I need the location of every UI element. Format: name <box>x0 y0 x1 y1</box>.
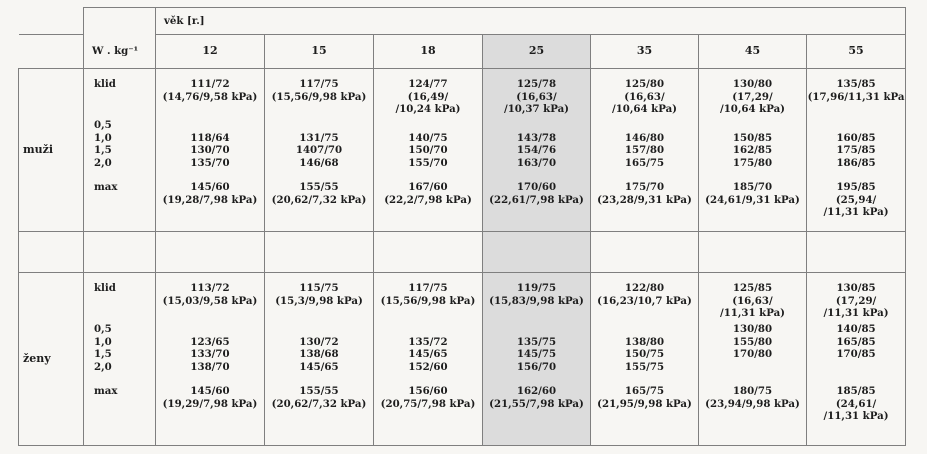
rest-value: 125/78 <box>516 78 557 90</box>
header-row-ages <box>19 35 906 69</box>
rest-value: 130/85 <box>836 282 876 294</box>
step-value: 130/72 <box>299 335 339 348</box>
step-values <box>807 323 905 373</box>
rest-value: (14,76/9,58 kPa) <box>162 90 258 103</box>
age-value: 12 <box>202 44 218 58</box>
max-value: 185/70 <box>732 181 773 193</box>
step-value: 165/75 <box>624 156 665 169</box>
age-column-header <box>265 35 374 69</box>
max-value: 162/60 <box>516 385 557 397</box>
step-value: 186/85 <box>836 156 876 169</box>
rest-values <box>483 282 590 307</box>
step-value: 130/80 <box>732 323 773 335</box>
spacer-cell <box>483 232 591 273</box>
rest-value: /10,64 kPa) <box>719 103 786 115</box>
rest-value: /11,31 kPa) <box>719 307 786 319</box>
step-value: 175/80 <box>732 156 773 169</box>
load-level-label: 0,5 <box>94 323 112 335</box>
value-cell <box>156 273 265 446</box>
value-cell <box>374 69 483 232</box>
rest-values <box>156 282 264 307</box>
max-value: 170/60 <box>516 181 557 193</box>
rest-values <box>374 282 482 307</box>
step-values <box>807 119 905 169</box>
max-values <box>374 385 482 410</box>
max-value: 185/85 <box>836 385 876 397</box>
max-value: (23,28/9,31 kPa) <box>597 193 692 206</box>
max-value: 175/70 <box>624 181 665 193</box>
step-value: 150/75 <box>624 348 665 360</box>
rest-value: 125/80 <box>624 78 665 90</box>
step-values <box>156 119 264 169</box>
rest-values <box>265 78 373 103</box>
max-value: (22,61/7,98 kPa) <box>489 193 584 206</box>
header-row-age <box>19 8 906 35</box>
value-cell <box>265 273 374 446</box>
step-value: 160/85 <box>836 131 876 144</box>
rest-value: (16,63/ <box>732 294 773 307</box>
max-value: 155/55 <box>299 385 339 397</box>
step-value <box>807 119 905 132</box>
rest-values <box>591 282 698 307</box>
load-level-label: 1,5 <box>94 144 112 156</box>
step-value: 145/65 <box>299 360 339 373</box>
step-values <box>156 323 264 373</box>
spacer-cell <box>84 232 156 273</box>
corner-cell-3 <box>19 35 84 69</box>
step-value: 145/75 <box>516 348 557 360</box>
rest-value: /10,37 kPa) <box>503 103 570 115</box>
spacer-cell <box>807 232 906 273</box>
age-header-label: věk [r.] <box>164 14 205 27</box>
max-value: (20,62/7,32 kPa) <box>271 397 367 410</box>
group-name: muži <box>23 142 54 156</box>
value-cell <box>807 273 906 446</box>
step-value: 165/85 <box>836 335 876 348</box>
step-value: 138/80 <box>624 335 665 348</box>
rest-value: 124/77 <box>408 78 448 90</box>
step-values <box>265 119 373 169</box>
rest-values <box>591 78 698 116</box>
rest-value: (15,3/9,98 kPa) <box>275 294 363 307</box>
step-value <box>483 119 590 132</box>
max-value: 195/85 <box>836 181 876 193</box>
max-value: (25,94/ <box>835 193 877 206</box>
step-value: 154/76 <box>516 144 557 156</box>
spacer-cell <box>19 232 84 273</box>
value-cell <box>807 69 906 232</box>
value-cell <box>483 273 591 446</box>
step-values <box>374 323 482 373</box>
step-value: 143/78 <box>516 131 557 144</box>
rest-value: /10,64 kPa) <box>611 103 678 115</box>
rest-values <box>807 282 905 320</box>
max-value: 155/55 <box>299 181 339 193</box>
age-value: 25 <box>528 44 545 58</box>
max-values <box>807 385 905 423</box>
rest-value: (15,56/9,98 kPa) <box>271 90 367 103</box>
age-column-header <box>591 35 699 69</box>
step-value: 157/80 <box>624 144 665 156</box>
rest-value: /11,31 kPa) <box>823 307 889 319</box>
max-values <box>699 385 806 410</box>
step-value <box>591 119 698 132</box>
load-level-label: 2,0 <box>94 156 112 169</box>
step-values <box>591 119 698 169</box>
step-value: 138/68 <box>299 348 339 360</box>
step-value: 140/75 <box>408 131 448 144</box>
spacer-cell <box>591 232 699 273</box>
step-value <box>156 323 264 336</box>
max-values <box>699 181 806 206</box>
max-value: (23,94/9,98 kPa) <box>705 397 800 410</box>
rest-value: 119/75 <box>516 282 557 294</box>
max-value: (19,29/7,98 kPa) <box>162 397 258 410</box>
max-value: /11,31 kPa) <box>823 206 889 218</box>
rest-values <box>483 78 590 116</box>
age-column-header <box>156 35 265 69</box>
rest-value: (17,29/ <box>835 294 877 307</box>
step-values <box>265 323 373 373</box>
age-value: 35 <box>636 44 653 58</box>
rest-value: (16,23/10,7 kPa) <box>597 294 692 307</box>
max-value: 145/60 <box>190 385 230 397</box>
rest-value: 130/80 <box>732 78 773 90</box>
step-value <box>265 323 373 336</box>
max-values <box>374 181 482 206</box>
step-value: 135/70 <box>190 156 230 169</box>
group-name: ženy <box>23 351 51 365</box>
max-value: (24,61/ <box>835 397 877 410</box>
rest-value: 111/72 <box>190 78 230 90</box>
max-values <box>591 181 698 206</box>
step-value: 170/85 <box>836 348 876 360</box>
max-value: 165/75 <box>624 385 665 397</box>
load-max-label: max <box>94 181 118 193</box>
age-value: 18 <box>420 44 436 58</box>
load-level-label: 1,0 <box>94 335 112 348</box>
rest-value: /10,24 kPa) <box>395 103 461 115</box>
step-value <box>265 119 373 132</box>
max-value: (20,62/7,32 kPa) <box>271 193 367 206</box>
max-values <box>483 181 590 206</box>
step-value: 155/75 <box>624 360 665 373</box>
max-values <box>807 181 905 219</box>
rest-value: 122/80 <box>624 282 665 294</box>
step-value: 162/85 <box>732 144 773 156</box>
max-value: 180/75 <box>732 385 773 397</box>
max-value: 167/60 <box>408 181 448 193</box>
step-value <box>591 323 698 336</box>
max-value: (21,95/9,98 kPa) <box>597 397 692 410</box>
step-value: 163/70 <box>516 156 557 169</box>
spacer-cell <box>156 232 265 273</box>
max-values <box>156 385 264 410</box>
step-value: 150/85 <box>732 131 773 144</box>
step-value: 156/70 <box>516 360 557 373</box>
step-value: 175/85 <box>836 144 876 156</box>
step-value <box>699 119 806 132</box>
step-values <box>699 119 806 169</box>
step-value: 155/80 <box>732 335 773 348</box>
step-value: 155/70 <box>408 156 448 169</box>
rest-values <box>374 78 482 116</box>
rest-value: 115/75 <box>299 282 339 294</box>
rest-value: (17,29/ <box>732 90 773 103</box>
group-label <box>19 273 84 446</box>
load-column <box>84 69 156 232</box>
load-column <box>84 273 156 446</box>
rest-value: (16,63/ <box>516 90 557 103</box>
max-value: (22,2/7,98 kPa) <box>384 193 472 206</box>
blood-pressure-table <box>18 7 906 446</box>
max-value: /11,31 kPa) <box>823 410 889 422</box>
rest-value: (15,83/9,98 kPa) <box>489 294 584 307</box>
weight-header <box>84 35 156 69</box>
step-value: 145/65 <box>408 348 448 360</box>
rest-value: 135/85 <box>836 78 876 90</box>
corner-cell-2 <box>84 8 156 35</box>
max-values <box>591 385 698 410</box>
load-rest-label: klid <box>94 282 116 294</box>
load-level-label: 1,0 <box>94 131 112 144</box>
corner-cell <box>19 8 84 35</box>
step-value: 133/70 <box>190 348 230 360</box>
step-values <box>483 119 590 169</box>
step-value <box>807 361 905 374</box>
step-value <box>374 119 482 132</box>
weight-header-label: W . kg⁻¹ <box>92 45 139 57</box>
age-value: 15 <box>311 44 327 58</box>
rest-values <box>156 78 264 103</box>
step-value: 118/64 <box>190 131 230 144</box>
value-cell <box>591 69 699 232</box>
rest-value: 113/72 <box>190 282 230 294</box>
load-level-label: 2,0 <box>94 360 112 373</box>
rest-values <box>265 282 373 307</box>
step-value: 123/65 <box>190 335 230 348</box>
value-cell <box>374 273 483 446</box>
step-values <box>483 323 590 373</box>
max-values <box>156 181 264 206</box>
load-rest-label: klid <box>94 78 116 90</box>
rest-values <box>699 78 806 116</box>
max-values <box>265 181 373 206</box>
step-value: 146/68 <box>299 156 339 169</box>
spacer-cell <box>699 232 807 273</box>
step-value: 1407/70 <box>295 144 343 156</box>
step-value: 152/60 <box>408 360 448 373</box>
value-cell <box>483 69 591 232</box>
group-label <box>19 69 84 232</box>
max-value: (24,61/9,31 kPa) <box>705 193 800 206</box>
rest-value: (15,03/9,58 kPa) <box>162 294 258 307</box>
step-values <box>699 323 806 373</box>
rest-value: (17,96/11,31 kPa <box>807 90 905 103</box>
step-value <box>483 323 590 336</box>
step-value: 135/72 <box>408 335 448 348</box>
step-value: 130/70 <box>190 144 230 156</box>
step-value: 150/70 <box>408 144 448 156</box>
spacer-cell <box>374 232 483 273</box>
step-value <box>374 323 482 336</box>
rest-value: 117/75 <box>408 282 448 294</box>
age-header <box>156 8 906 35</box>
max-value: (21,55/7,98 kPa) <box>489 397 584 410</box>
value-cell <box>265 69 374 232</box>
rest-values <box>699 282 806 320</box>
age-column-header <box>807 35 906 69</box>
step-value: 138/70 <box>190 360 230 373</box>
step-value: 170/80 <box>732 348 773 360</box>
rest-values <box>807 78 905 103</box>
age-value: 45 <box>744 44 761 58</box>
step-values <box>374 119 482 169</box>
step-value: 135/75 <box>516 335 557 348</box>
value-cell <box>156 69 265 232</box>
age-column-header <box>483 35 591 69</box>
value-cell <box>699 69 807 232</box>
spacer-row <box>19 232 906 273</box>
group-row <box>19 273 906 446</box>
rest-value: (15,56/9,98 kPa) <box>380 294 476 307</box>
max-value: (20,75/7,98 kPa) <box>380 397 476 410</box>
group-row <box>19 69 906 232</box>
value-cell <box>699 273 807 446</box>
step-value: 131/75 <box>299 131 339 144</box>
age-column-header <box>374 35 483 69</box>
age-value: 55 <box>848 44 864 58</box>
spacer-cell <box>265 232 374 273</box>
max-value: 145/60 <box>190 181 230 193</box>
max-values <box>265 385 373 410</box>
rest-value: 117/75 <box>299 78 339 90</box>
age-column-header <box>699 35 807 69</box>
step-value: 146/80 <box>624 131 665 144</box>
step-value <box>699 361 806 374</box>
step-value <box>156 119 264 132</box>
load-level-label: 0,5 <box>94 119 112 131</box>
max-values <box>483 385 590 410</box>
value-cell <box>591 273 699 446</box>
step-values <box>591 323 698 373</box>
max-value: 156/60 <box>408 385 448 397</box>
max-value: (19,28/7,98 kPa) <box>162 193 258 206</box>
rest-value: 125/85 <box>732 282 773 294</box>
rest-value: (16,49/ <box>407 90 449 103</box>
step-value: 140/85 <box>836 323 876 335</box>
load-level-label: 1,5 <box>94 348 112 360</box>
rest-value: (16,63/ <box>624 90 665 103</box>
load-max-label: max <box>94 385 118 397</box>
